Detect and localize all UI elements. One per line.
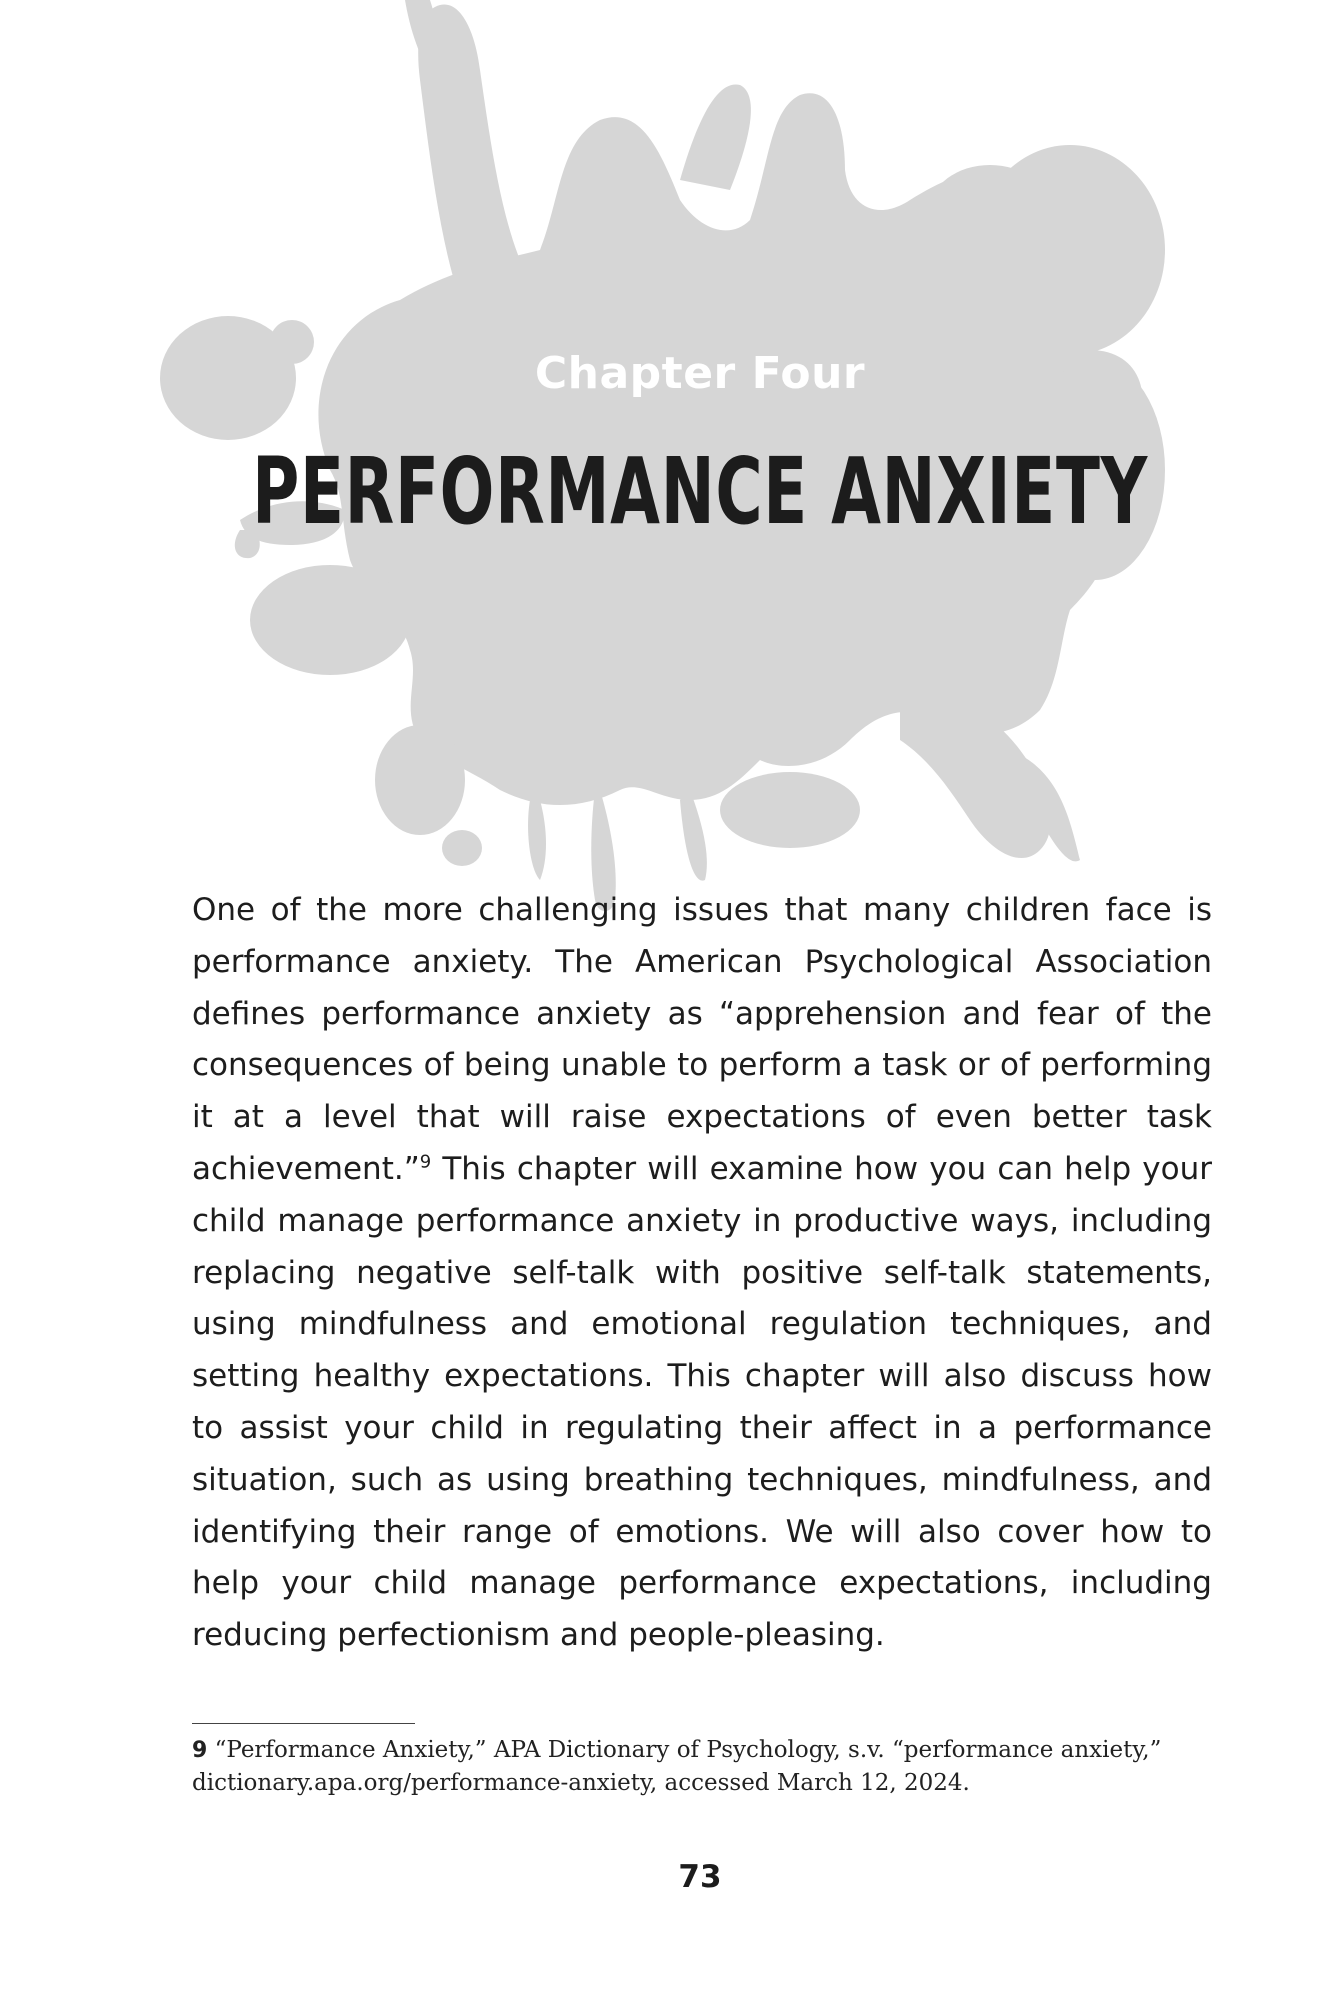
- footnote-divider: [192, 1723, 415, 1724]
- page-number: 73: [678, 1859, 722, 1895]
- chapter-title: PERFORMANCE ANXIETY: [252, 438, 1148, 545]
- body-text-part-2: This chapter will examine how you can help your child manage performance anxiety in productive ways, including replacing negative self-talk with positive self-talk statements, using mindfulness and emotional regulation techniques, and setting healthy expectations. This chapter will also discuss how to assist your child in regulating their affect in a performance situation, such as using breathing techniques, mindfulness, and identifying their range of emotions. We will also cover how to help your child manage performance expectations, including reducing perfectionism and people-pleasing.: [192, 1150, 1212, 1654]
- chapter-label: Chapter Four: [534, 348, 866, 399]
- body-paragraph: [192, 885, 1212, 1662]
- body-text-part-1: One of the more challenging issues that many children face is performance anxiety. The American Psychological Association defines performance anxiety as “apprehension and fear of the consequences of being unable to perform a task or of performing it at a level that will raise expectations of even better task achievement.”: [192, 892, 1212, 1187]
- footnote: [192, 1734, 1212, 1800]
- footnote-text: “Performance Anxiety,” APA Dictionary of Psychology, s.v. “performance anxiety,” dictionary.apa.org/performance-anxiety, accessed March 12, 2024.: [192, 1737, 1162, 1796]
- footnote-reference[interactable]: 9: [419, 1151, 432, 1173]
- footnote-number: 9: [192, 1738, 208, 1763]
